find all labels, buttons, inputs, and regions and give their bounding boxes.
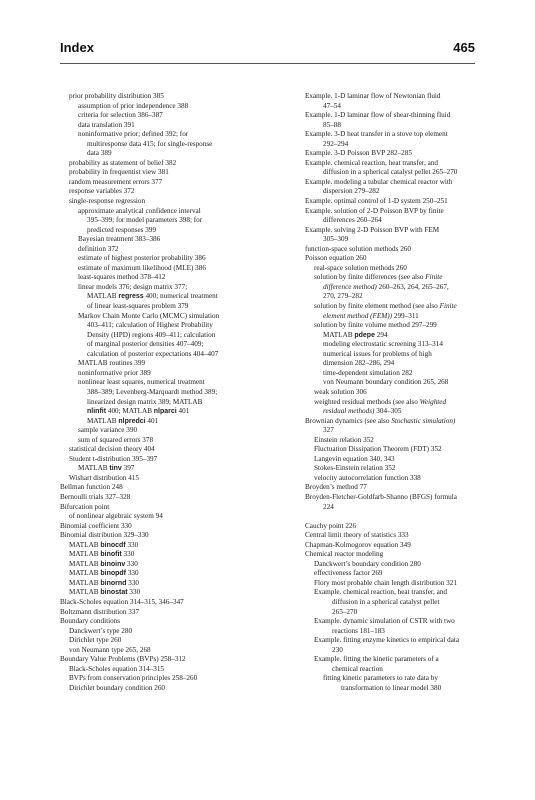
index-entry: Central limit theory of statistics 333 xyxy=(305,531,409,540)
index-entry: numerical issues for problems of high xyxy=(323,349,432,358)
index-entry: Langevin equation 340, 343 xyxy=(314,454,395,463)
index-entry: modeling electrostatic screening 313–314 xyxy=(323,340,443,349)
index-entry: Example. 3-D heat transfer in a stove top element xyxy=(305,130,448,139)
index-entry: Fluctuation Dissipation Theorem (FDT) 352 xyxy=(314,445,442,454)
index-entry: 230 xyxy=(332,645,343,654)
index-entry: dispersion 279–282 xyxy=(323,187,380,196)
entry-text: 400; numerical treatment xyxy=(143,292,218,301)
index-entry xyxy=(60,541,288,551)
index-entry: 224 xyxy=(323,502,334,511)
index-entry: least-squares method 378–412 xyxy=(78,273,166,282)
page-header xyxy=(60,40,475,62)
entry-text: 330 xyxy=(125,559,138,568)
entry-text: solution by finite element method (see also xyxy=(314,302,440,311)
matlab-function-name: regress xyxy=(118,293,144,301)
index-entry: Boundary conditions xyxy=(60,617,121,626)
index-entry: dimension 282–286, 294 xyxy=(323,359,395,368)
index-entry: Black-Scholes equation 314–315, 346–347 xyxy=(60,597,184,606)
index-entry: diffusion in a spherical catalyst pellet 265–270 xyxy=(323,168,458,177)
entry-text: 304–305 xyxy=(374,407,402,416)
index-entry: function-space solution methods 260 xyxy=(305,244,411,253)
entry-text: MATLAB xyxy=(87,292,119,301)
index-entry: nonlinear least squares, numerical treatment xyxy=(78,378,205,387)
index-entry xyxy=(60,579,288,589)
index-entry: random measurement errors 377 xyxy=(69,177,163,186)
index-entry: Boundary Value Problems (BVPs) 258–312 xyxy=(60,655,186,664)
index-entry: Chemical reactor modeling xyxy=(305,550,384,559)
entry-text: 330 xyxy=(126,569,139,578)
index-entry: Student t-distribution 395–397 xyxy=(69,454,158,463)
matlab-function-name: binopdf xyxy=(100,570,127,578)
index-entry: velocity autocorrelation function 338 xyxy=(314,473,421,482)
entry-text: MATLAB xyxy=(69,559,101,568)
entry-text: Brownian dynamics (see also xyxy=(305,416,392,425)
index-entry: 395–399; for model parameters 398; for xyxy=(87,216,203,225)
index-entry: response variables 372 xyxy=(69,187,135,196)
index-entry: sum of squared errors 378 xyxy=(78,435,154,444)
index-entry: 265–270 xyxy=(332,607,358,616)
index-column-right xyxy=(305,92,531,693)
matlab-function-name: binornd xyxy=(100,579,127,587)
index-entry: Example. solving 2-D Poisson BVP with FEM xyxy=(305,225,440,234)
index-entry: MATLAB routines 399 xyxy=(78,359,146,368)
entry-text: 401 xyxy=(145,416,159,425)
index-entry: single-response regression xyxy=(69,197,146,206)
index-entry xyxy=(305,398,531,408)
index-entry: Flory most probable chain length distribution 321 xyxy=(314,578,457,587)
index-entry xyxy=(60,560,288,570)
index-entry: 292–294 xyxy=(323,139,349,148)
index-entry: estimate of maximum likelihood (MLE) 386 xyxy=(78,263,206,272)
index-entry: predicted responses 399 xyxy=(87,225,157,234)
index-entry: Binomial coefficient 330 xyxy=(60,521,132,530)
matlab-function-name: nlinfit xyxy=(87,408,107,416)
matlab-function-name: nlparci xyxy=(153,408,177,416)
index-entry: von Neumann type 265, 268 xyxy=(69,645,151,654)
index-entry: transformation to linear model 380 xyxy=(341,683,442,692)
index-entry: of nonlinear algebraic system 94 xyxy=(69,512,163,521)
index-entry: Binomial distribution 329–330 xyxy=(60,531,149,540)
index-entry: Example. 3-D Poisson BVP 282–285 xyxy=(305,149,412,158)
entry-text: MATLAB xyxy=(69,578,101,587)
cross-reference: Weighted xyxy=(419,397,447,406)
matlab-function-name: binoinv xyxy=(100,560,126,568)
index-entry: Danckwert’s type 280 xyxy=(69,626,133,635)
matlab-function-name: nlpredci xyxy=(118,417,146,425)
index-entry xyxy=(60,292,288,302)
index-entry: Example. chemical reaction, heat transfer, and xyxy=(314,588,448,597)
index-entry: real-space solution methods 260 xyxy=(314,263,407,272)
index-entry: 305–309 xyxy=(323,235,349,244)
index-entry: 327 xyxy=(323,426,334,435)
index-column-left xyxy=(60,92,288,693)
entry-text: MATLAB xyxy=(78,464,110,473)
matlab-function-name: binocdf xyxy=(100,541,126,549)
index-entry: Danckwert’s boundary condition 280 xyxy=(314,559,421,568)
entry-text: 397 xyxy=(121,464,135,473)
index-entry: Example. dynamic simulation of CSTR with two xyxy=(314,617,455,626)
index-entry: assumption of prior independence 388 xyxy=(78,101,189,110)
entry-text: 299–311 xyxy=(392,311,419,320)
page-number: 465 xyxy=(453,40,475,55)
entry-text: MATLAB xyxy=(323,330,355,339)
index-entry: approximate analytical confidence interval xyxy=(78,206,201,215)
index-entry: prior probability distribution 385 xyxy=(69,92,164,100)
index-entry: estimate of highest posterior probability 386 xyxy=(78,254,206,263)
index-entry: Chapman-Kolmogorov equation 349 xyxy=(305,540,411,549)
index-entry: noninformative prior; defined 392; for xyxy=(78,130,189,139)
index-entry xyxy=(60,550,288,560)
index-entry: sample variance 390 xyxy=(78,426,138,435)
index-entry: differences 260–264 xyxy=(323,216,382,225)
index-entry: data 389 xyxy=(87,149,112,158)
index-entry xyxy=(305,331,531,341)
index-entry: Poisson equation 260 xyxy=(305,254,367,263)
entry-text: 330 xyxy=(126,578,139,587)
index-entry: probability as statement of belief 382 xyxy=(69,158,177,167)
entry-text: 400; MATLAB xyxy=(106,407,154,416)
index-entry: calculation of posterior expectations 404–407 xyxy=(87,349,219,358)
index-entry xyxy=(305,283,531,293)
header-rule xyxy=(60,63,475,64)
index-entry: multiresponse data 415; for single-response xyxy=(87,139,213,148)
index-entry: Example. fitting the kinetic parameters of a xyxy=(314,655,439,664)
entry-text: 330 xyxy=(127,588,141,597)
index-entry: 403–411; calculation of Highest Probability xyxy=(87,321,213,330)
index-entry: Dirichlet boundary condition 260 xyxy=(69,683,166,692)
letter-group-gap xyxy=(305,512,531,522)
index-entry: Boltzmann distribution 337 xyxy=(60,607,140,616)
index-entry: 47–54 xyxy=(323,101,341,110)
index-entry: diffusion in a spherical catalyst pellet xyxy=(332,597,440,606)
index-entry: chemical reaction xyxy=(332,664,383,673)
index-entry: Example. optimal control of 1-D system 250–251 xyxy=(305,197,448,206)
index-entry: time-dependent simulation 282 xyxy=(323,368,413,377)
index-entry xyxy=(60,407,288,417)
index-entry: Example. modeling a tubular chemical reactor with xyxy=(305,177,453,186)
index-entry: Bellman function 248 xyxy=(60,483,123,492)
entry-text: MATLAB xyxy=(69,540,101,549)
index-entry: reactions 181–183 xyxy=(332,626,385,635)
entry-text: solution by finite differences (see also xyxy=(314,273,426,282)
index-entry: Example. chemical reaction, heat transfer, and xyxy=(305,158,439,167)
index-entry xyxy=(305,407,531,417)
index-entry: Example. 1-D laminar flow of Newtonian fluid xyxy=(305,92,441,100)
entry-text: 294 xyxy=(374,330,388,339)
index-entry: effectiveness factor 269 xyxy=(314,569,383,578)
index-entry: noninformative prior 389 xyxy=(78,368,151,377)
index-entry: Einstein relation 352 xyxy=(314,435,374,444)
index-entry xyxy=(305,312,531,322)
index-entry: solution by finite volume method 297–299 xyxy=(314,321,437,330)
index-entry: Bayesian treatment 383–386 xyxy=(78,235,161,244)
index-entry: Example. 1-D laminar flow of shear-thinning fluid xyxy=(305,111,451,120)
entry-text: MATLAB xyxy=(87,416,119,425)
index-entry xyxy=(60,464,288,474)
cross-reference: Finite xyxy=(439,302,457,311)
index-entry: weak solution 306 xyxy=(314,387,367,396)
index-entry: data translation 391 xyxy=(78,120,135,129)
matlab-function-name: tinv xyxy=(109,465,122,473)
index-entry: Stokes-Einstein relation 352 xyxy=(314,464,396,473)
index-entry xyxy=(60,588,288,598)
entry-text: 330 xyxy=(125,540,139,549)
index-entry: Dirichlet type 260 xyxy=(69,636,122,645)
index-entry: linear models 376; design matrix 377; xyxy=(78,282,188,291)
index-entry xyxy=(60,417,288,427)
index-entry: definition 372 xyxy=(78,244,119,253)
index-entry: Cauchy point 226 xyxy=(305,521,357,530)
cross-reference: element method (FEM)) xyxy=(323,311,393,320)
index-entry xyxy=(60,569,288,579)
entry-text: MATLAB xyxy=(69,588,101,597)
entry-text: 330 xyxy=(121,550,135,559)
index-entry: linearized design matrix 389; MATLAB xyxy=(87,397,203,406)
index-entry xyxy=(305,417,531,427)
matlab-function-name: pdepe xyxy=(354,331,375,339)
index-entry: Markov Chain Monte Carlo (MCMC) simulation xyxy=(78,311,220,320)
cross-reference: Stochastic simulation) xyxy=(391,416,456,425)
index-entry: Example. solution of 2-D Poisson BVP by finite xyxy=(305,206,444,215)
index-entry: von Neumann boundary condition 265, 268 xyxy=(323,378,449,387)
index-entry: Wishart distribution 415 xyxy=(69,473,139,482)
index-entry: 270, 279–282 xyxy=(323,292,363,301)
entry-text: MATLAB xyxy=(69,550,101,559)
cross-reference: Finite xyxy=(425,273,443,282)
entry-text: 401 xyxy=(176,407,190,416)
index-entry: Example. fitting enzyme kinetics to empirical data xyxy=(314,636,460,645)
matlab-function-name: binofit xyxy=(100,551,122,559)
index-entry: Bifurcation point xyxy=(60,502,110,511)
index-entry: of marginal posterior densities 407–409; xyxy=(87,340,204,349)
index-entry: Black-Scholes equation 314–315 xyxy=(69,664,165,673)
index-entry: criteria for selection 386–387 xyxy=(78,111,163,120)
index-entry: Broyden-Fletcher-Goldfarb-Shanno (BFGS) formula xyxy=(305,492,457,501)
index-entry: 388–389; Levenberg-Marquardt method 389; xyxy=(87,387,218,396)
index-entry: statistical decision theory 404 xyxy=(69,445,155,454)
index-entry xyxy=(305,273,531,283)
index-entry: probability in frequentist view 381 xyxy=(69,168,169,177)
index-entry xyxy=(305,302,531,312)
cross-reference: difference method) xyxy=(323,282,377,291)
entry-text: 260–263, 264, 265–267, xyxy=(376,282,449,291)
matlab-function-name: binostat xyxy=(100,589,128,597)
page-title: Index xyxy=(60,40,94,55)
index-entry: BVPs from conservation principles 258–260 xyxy=(69,674,198,683)
index-entry: 85–88 xyxy=(323,120,341,129)
index-entry: Bernoulli trials 327–328 xyxy=(60,492,131,501)
index-entry: of linear least-squares problem 379 xyxy=(87,302,189,311)
index-entry: fitting kinetic parameters to rate data by xyxy=(323,674,438,683)
index-entry: Density (HPD) regions 409–411; calculation xyxy=(87,330,216,339)
entry-text: weighted residual methods (see also xyxy=(314,397,420,406)
entry-text: MATLAB xyxy=(69,569,101,578)
cross-reference: residual methods) xyxy=(323,407,375,416)
index-entry: Broyden’s method 77 xyxy=(305,483,367,492)
